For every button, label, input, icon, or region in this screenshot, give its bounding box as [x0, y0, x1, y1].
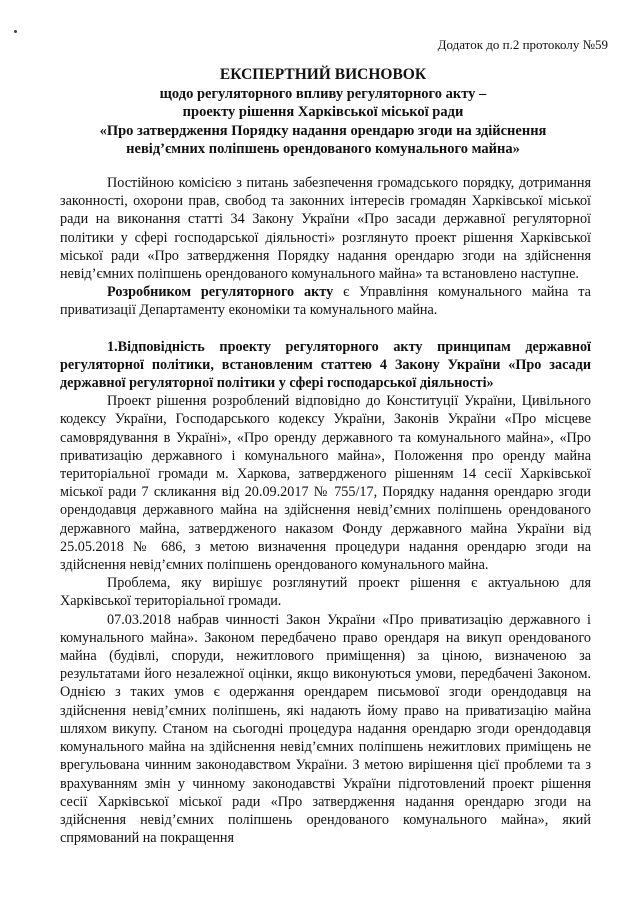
paragraph-developer	[60, 283, 591, 319]
developer-label: Розробником регуляторного акту	[107, 284, 334, 301]
developer-text: є Управління комунального майна та приватизації Департаменту економіки та комунального майна.	[60, 284, 591, 319]
document-heading	[56, 66, 590, 158]
document-title: ЕКСПЕРТНИЙ ВИСНОВОК	[219, 66, 427, 83]
scan-speck	[14, 30, 17, 33]
paragraph-privatization-law: 07.03.2018 набрав чинності Закон України «Про приватизацію державного і комунального майна». Законом передбачено право орендаря на викуп орендованого майна (будівлі, споруди, нежитлового приміщення) за ціною, визначеною за результатами його незалежної оцінки, якщо виконуються умови, передбачені Законом. Однією з таких умов є одержання орендарем письмової згоди орендодавця на здійснення невід’ємних поліпшень, які надають йому право на приватизацію майна шляхом викупу. Станом на сьогодні процедура надання орендарю згоди орендодавця комунального майна на здійснення невід’ємних поліпшень нежитлових приміщень не врегульована чинним законодавством України. З метою вирішення цієї проблеми та з врахуванням змін у чинному законодавстві України підготовлений проект рішення сесії Харківської міської ради «Про затвердження надання орендарю згоди на здійснення невід’ємних поліпшень орендованого комунального майна», який спрямований на покращення	[60, 611, 591, 847]
subtitle-line-3: «Про затвердження Порядку надання орендарю згоди на здійснення	[99, 122, 547, 139]
paragraph-problem: Проблема, яку вирішує розглянутий проект рішення є актуальною для Харківської територіальної громади.	[60, 575, 591, 610]
paragraph-commission: Постійною комісією з питань забезпечення громадського порядку, дотримання законності, охорони прав, свобод та законних інтересів громадян Харківської міської ради на виконання статті 34 Закону України «Про засади державної регуляторної політики у сфері господарської діяльності» розглянуто проект рішення Харківської міської ради «Про затвердження Порядку надання орендарю згоди на здійснення невід’ємних поліпшень орендованого комунального майна» та встановлено наступне.	[60, 175, 591, 283]
subtitle-line-2: проекту рішення Харківської міської ради	[182, 104, 464, 121]
subtitle-line-4: невід’ємних поліпшень орендованого комунального майна»	[126, 140, 520, 157]
subtitle-line-1: щодо регуляторного впливу регуляторного акту –	[159, 86, 487, 103]
section-1-heading: 1.Відповідність проекту регуляторного акту принципам державної регуляторної політики, встановленим статтею 4 Закону України «Про засади державної регуляторної політики у сфері господарської діяльності»	[60, 338, 591, 392]
paragraph-legal-basis: Проект рішення розроблений відповідно до Конституції України, Цивільного кодексу України, Господарського кодексу України, Законів України «Про місцеве самоврядування в Україні», «Про оренду державного та комунального майна», «Про приватизацію державного і комунального майна», Положення про оренду майна територіальної громади м. Харкова, затвердженого рішенням 14 сесії Харківської міської ради 7 скликання від 20.09.2017 № 755/17, Порядку надання орендарю згоди орендодавця державного майна на здійснення невід’ємних поліпшень орендованого державного майна, затвердженого наказом Фонду державного майна України від 25.05.2018 № 686, з метою визначення процедури надання орендарю згоди на здійснення невід’ємних поліпшень орендованого комунального майна.	[60, 393, 591, 574]
addendum-note: Додаток до п.2 протоколу №59	[437, 37, 608, 52]
document-body	[60, 174, 591, 847]
